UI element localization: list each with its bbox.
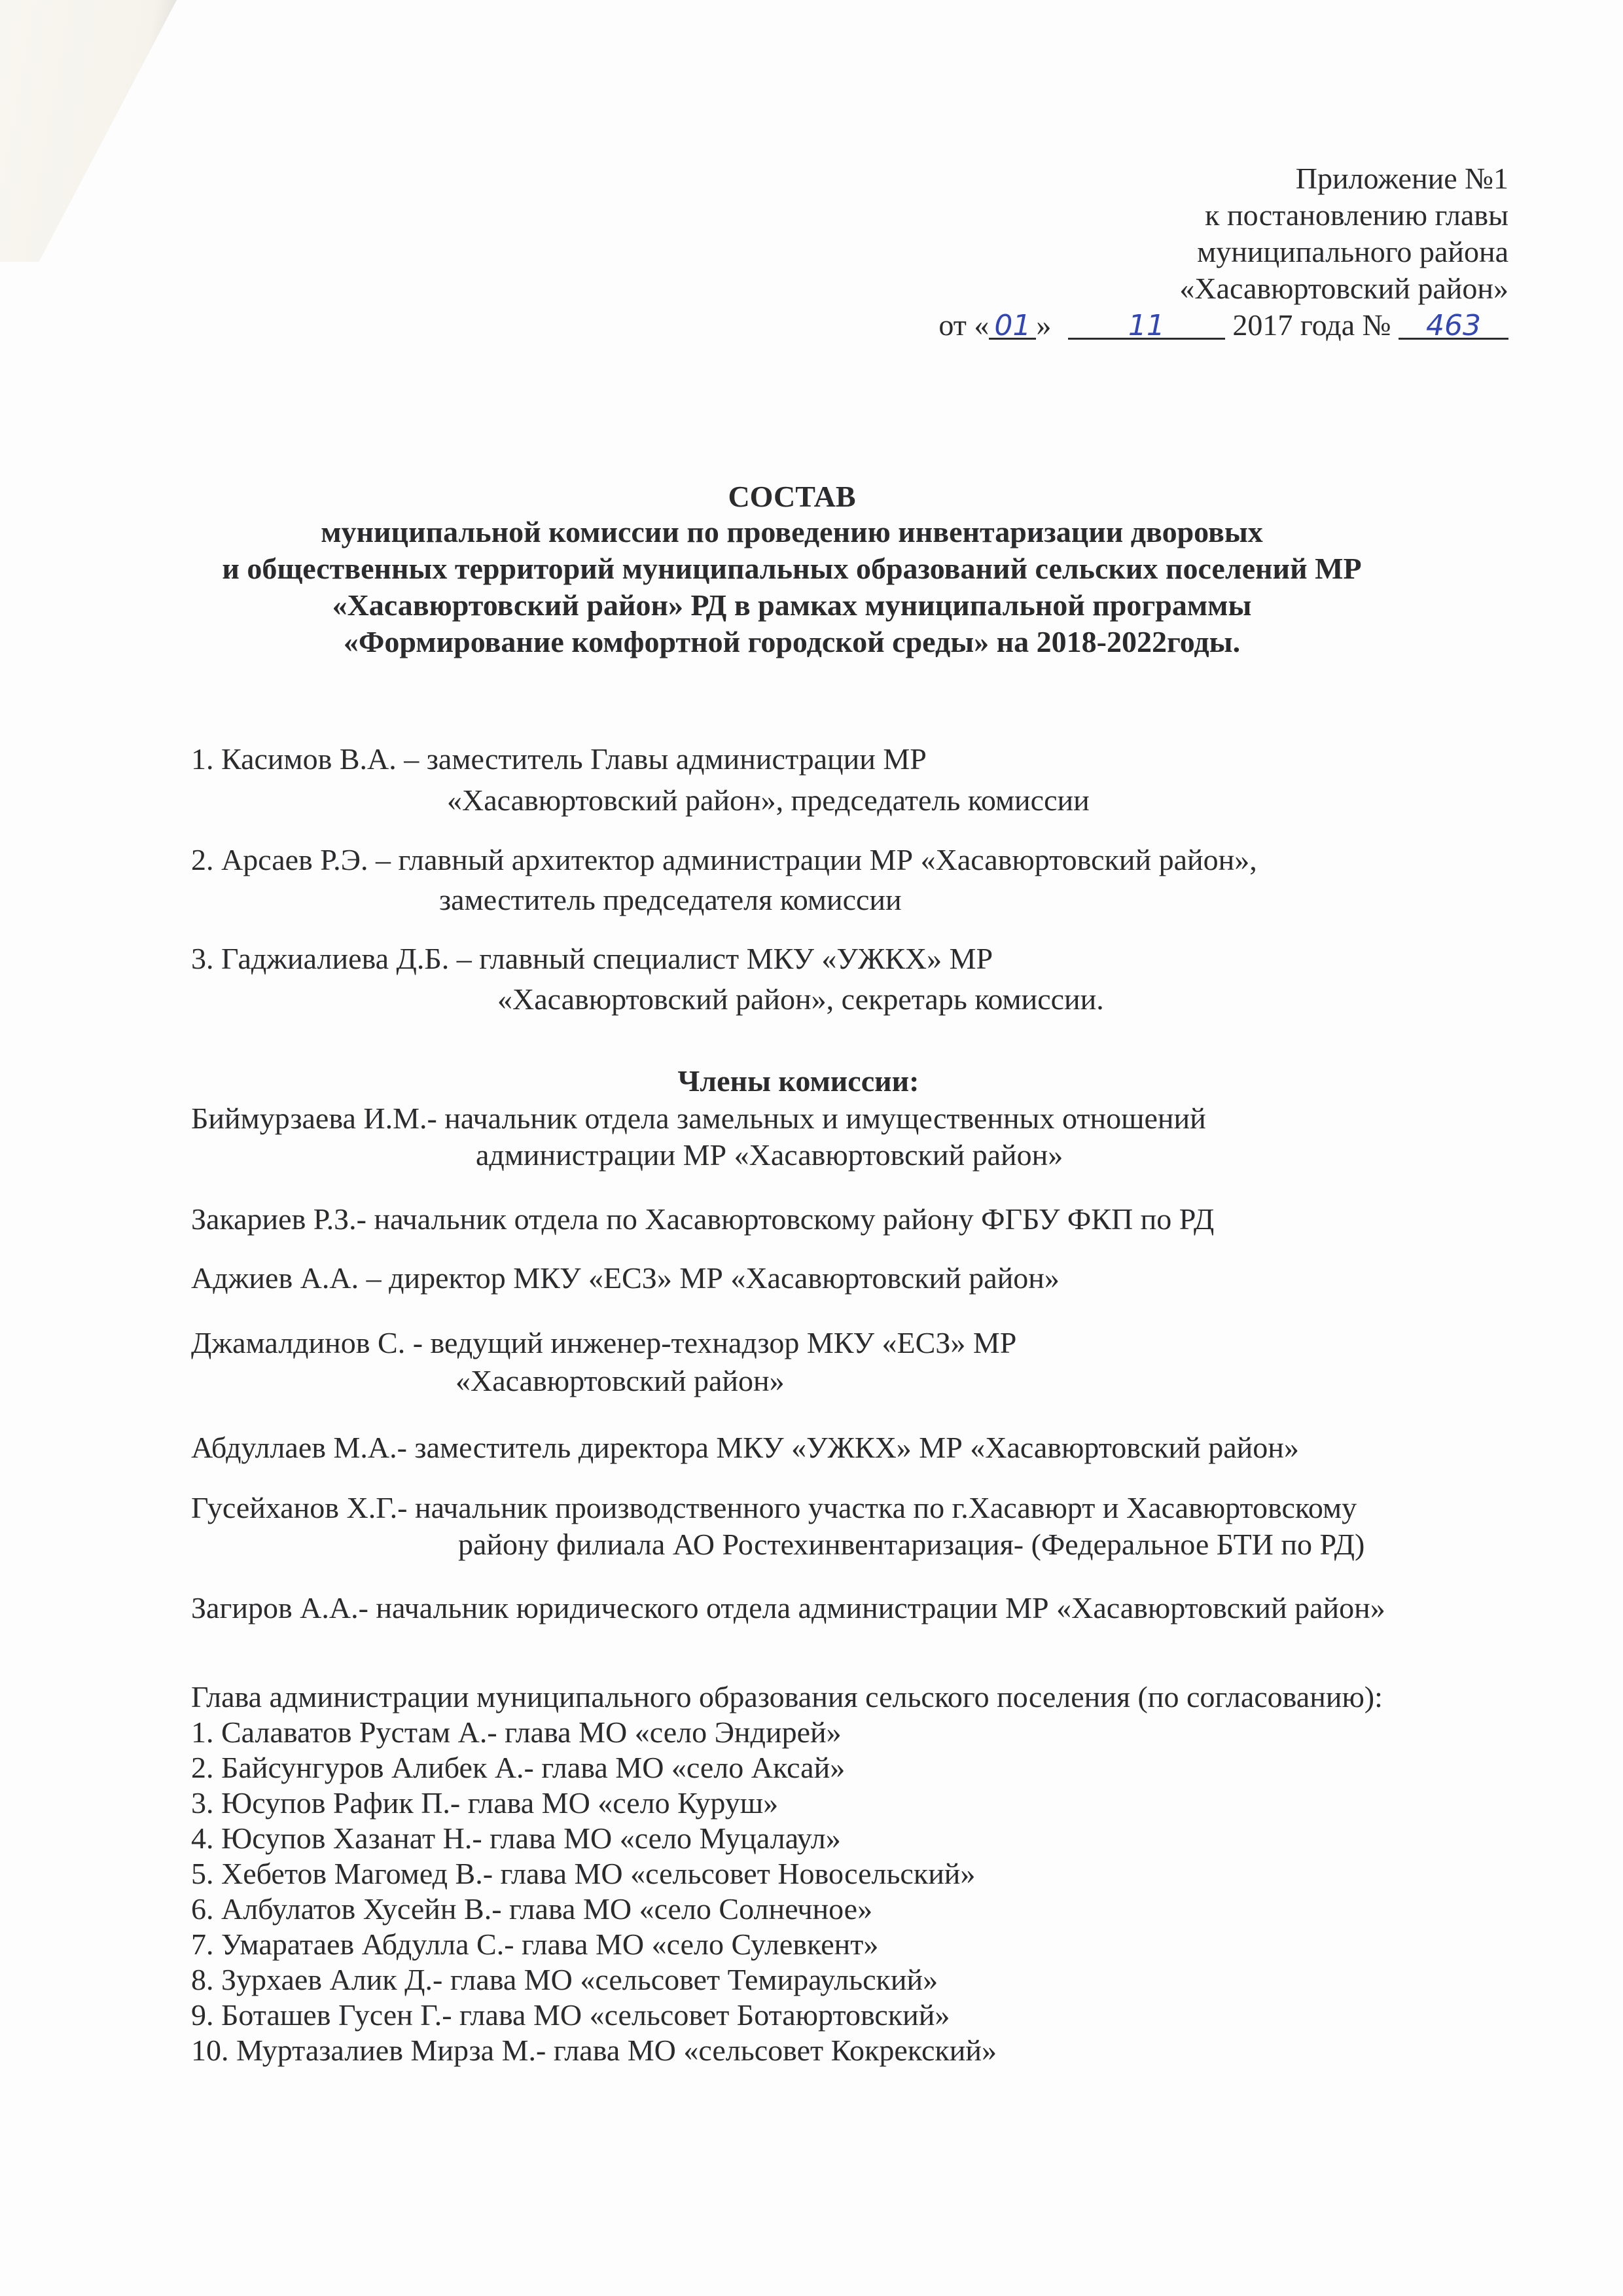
title-line: «Хасавюртовский район» РД в рамках муниципальной программы [332,588,1252,622]
date-prefix: от « [938,308,990,342]
date-day-field [989,308,1036,340]
appendix-ref: к постановлению главы [1205,198,1508,232]
leadership-item-line: 2. Арсаев Р.Э. – главный архитектор администрации МР «Хасавюртовский район», [191,843,1257,876]
member-item-line: Джамалдинов С. - ведущий инженер-технадзор МКУ «ЕСЗ» МР [191,1326,1017,1359]
appendix-district-name: «Хасавюртовский район» [1179,272,1508,305]
head-item: 8. Зурхаев Алик Д.- глава МО «сельсовет Темираульский» [191,1963,938,1996]
head-item: 7. Умаратаев Абдулла С.- глава МО «село Сулевкент» [191,1928,879,1961]
appendix-date-line [938,308,1508,343]
member-item-line: Гусейханов Х.Г.- начальник производственного участка по г.Хасавюрт и Хасавюртовскому [191,1491,1357,1524]
head-item: 10. Муртазалиев Мирза М.- глава МО «сельсовет Кокрекский» [191,2034,997,2067]
member-item-line: району филиала АО Ростехинвентаризация- (Федеральное БТИ по РД) [458,1528,1365,1561]
member-item-line: Загиров А.А.- начальник юридического отдела администрации МР «Хасавюртовский район» [191,1591,1385,1624]
members-heading: Члены комиссии: [677,1064,919,1098]
member-item-line: администрации МР «Хасавюртовский район» [476,1138,1063,1172]
member-item-line: Закариев Р.З.- начальник отдела по Хасавюртовскому району ФГБУ ФКП по РД [191,1202,1215,1236]
date-day-handwritten: 01 [994,309,1031,342]
heads-intro: Глава администрации муниципального образования сельского поселения (по согласованию): [191,1680,1383,1713]
folded-page-corner [0,0,177,262]
leadership-item-line: заместитель председателя комиссии [439,883,902,916]
head-item: 3. Юсупов Рафик П.- глава МО «село Куруш» [191,1786,779,1820]
head-item: 9. Боташев Гусен Г.- глава МО «сельсовет Ботаюртовский» [191,1998,950,2032]
doc-number-field [1399,308,1508,340]
title-heading: СОСТАВ [728,480,856,513]
title-line: муниципальной комиссии по проведению инвентаризации дворовых [321,515,1263,548]
leadership-item-line: «Хасавюртовский район», председатель комиссии [447,783,1090,817]
member-item-line: Абдуллаев М.А.- заместитель директора МКУ «УЖКХ» МР «Хасавюртовский район» [191,1431,1299,1464]
title-line: «Формирование комфортной городской среды» на 2018-2022годы. [343,625,1241,658]
date-month-field [1068,308,1225,340]
appendix-district: муниципального района [1197,235,1508,268]
head-item: 6. Албулатов Хусейн В.- глава МО «село Солнечное» [191,1892,873,1926]
date-year: 2017 года № [1232,308,1391,342]
leadership-item-line: 3. Гаджиалиева Д.Б. – главный специалист МКУ «УЖКХ» МР [191,942,993,975]
date-month-handwritten: 11 [1128,309,1165,342]
date-mid: » [1036,308,1052,342]
member-item-line: Биймурзаева И.М.- начальник отдела замельных и имущественных отношений [191,1102,1206,1135]
member-item-line: «Хасавюртовский район» [455,1364,785,1397]
title-line: и общественных территорий муниципальных образований сельских поселений МР [222,552,1362,585]
head-item: 2. Байсунгуров Алибек А.- глава МО «село Аксай» [191,1751,846,1784]
doc-number-handwritten: 463 [1426,309,1481,342]
appendix-number: Приложение №1 [1295,162,1508,195]
leadership-item-line: 1. Касимов В.А. – заместитель Главы администрации МР [191,742,927,776]
member-item-line: Аджиев А.А. – директор МКУ «ЕСЗ» МР «Хасавюртовский район» [191,1261,1060,1295]
head-item: 5. Хебетов Магомед В.- глава МО «сельсовет Новосельский» [191,1857,976,1890]
head-item: 1. Салаватов Рустам А.- глава МО «село Эндирей» [191,1715,842,1749]
leadership-item-line: «Хасавюртовский район», секретарь комиссии. [497,982,1104,1016]
head-item: 4. Юсупов Хазанат Н.- глава МО «село Муцалаул» [191,1821,841,1855]
